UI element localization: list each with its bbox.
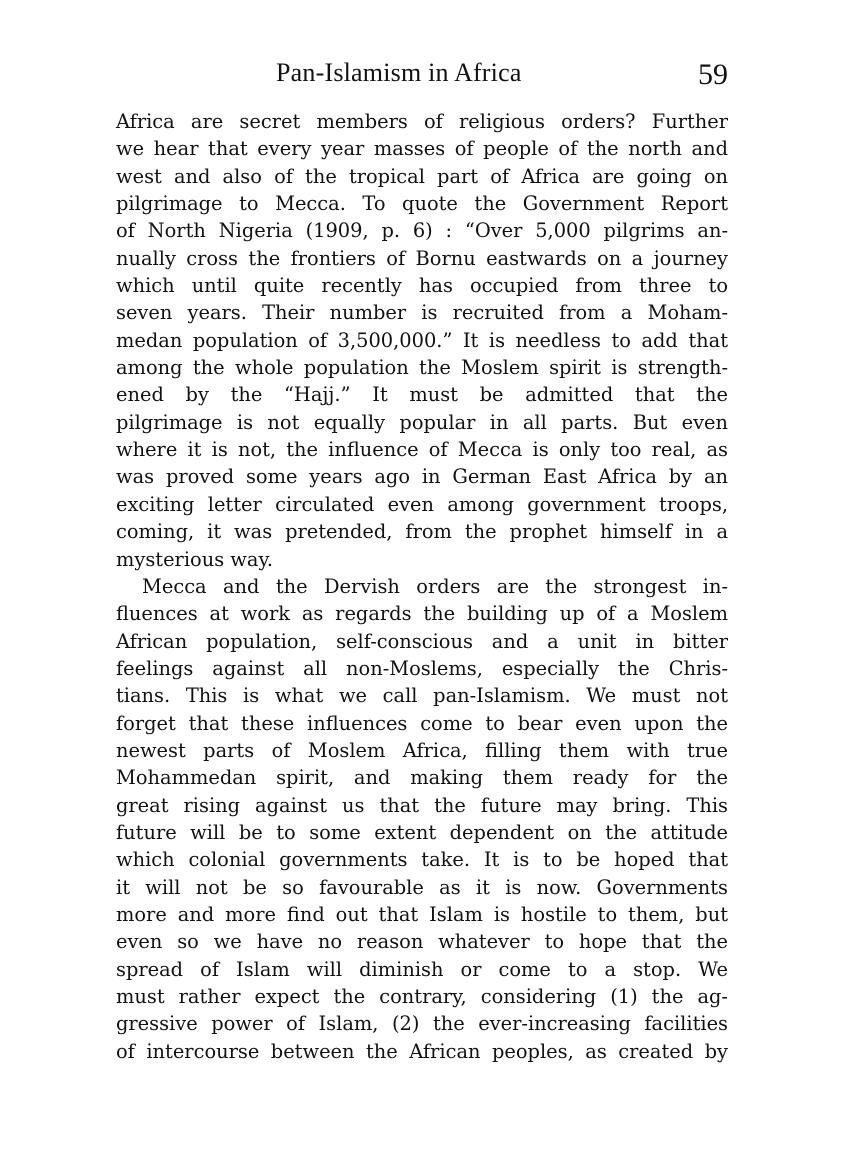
text-line: among the whole population the Moslem spirit is strength- <box>116 356 728 380</box>
text-line: which colonial governments take. It is to be hoped that <box>116 848 728 872</box>
text-line: west and also of the tropical part of Africa are going on <box>116 164 728 188</box>
text-line: must rather expect the contrary, considering (1) the ag- <box>116 985 728 1008</box>
text-line: tians. This is what we call pan-Islamism. We must not <box>116 684 728 708</box>
body-text <box>116 108 728 1065</box>
page-header <box>116 58 728 92</box>
text-line: of intercourse between the African peoples, as created by <box>116 1039 728 1063</box>
text-line: Mohammedan spirit, and making them ready for the <box>116 766 728 790</box>
text-line: future will be to some extent dependent on the attitude <box>116 820 728 844</box>
text-line: even so we have no reason whatever to hope that the <box>116 930 728 954</box>
text-line: Africa are secret members of religious orders? Further <box>116 110 728 133</box>
text-line: nually cross the frontiers of Bornu eastwards on a journey <box>116 246 728 270</box>
text-line: we hear that every year masses of people of the north and <box>116 137 728 161</box>
text-line: feelings against all non-Moslems, especially the Chris- <box>116 656 728 680</box>
text-line: newest parts of Moslem Africa, filling them with true <box>116 738 728 762</box>
text-line: where it is not, the influence of Mecca is only too real, as <box>116 438 728 462</box>
text-line: great rising against us that the future may bring. This <box>116 793 728 817</box>
text-line: coming, it was pretended, from the prophet himself in a <box>116 520 728 544</box>
running-title: Pan-Islamism in Africa <box>276 58 522 87</box>
text-line: African population, self-conscious and a unit in bitter <box>116 629 728 653</box>
text-line: pilgrimage to Mecca. To quote the Government Report <box>116 192 728 216</box>
text-line: more and more find out that Islam is hostile to them, but <box>116 902 728 926</box>
text-line: seven years. Their number is recruited from a Moham- <box>116 301 728 325</box>
text-line: medan population of 3,500,000.” It is needless to add that <box>116 328 728 352</box>
text-line: was proved some years ago in German East Africa by an <box>116 465 728 489</box>
page-number: 59 <box>698 58 728 91</box>
text-line: ened by the “Hajj.” It must be admitted that the <box>116 383 728 407</box>
text-line: fluences at work as regards the building up of a Moslem <box>116 602 728 626</box>
paragraph-end-line: mysterious way. <box>116 547 274 571</box>
text-line: which until quite recently has occupied from three to <box>116 274 728 298</box>
text-line: pilgrimage is not equally popular in all parts. But even <box>116 410 728 434</box>
text-line: of North Nigeria (1909, p. 6) : “Over 5,000 pilgrims an- <box>116 219 728 243</box>
paragraph-start-line: Mecca and the Dervish orders are the strongest in- <box>142 574 728 598</box>
text-line: forget that these influences come to bear even upon the <box>116 711 728 735</box>
text-line: spread of Islam will diminish or come to a stop. We <box>116 957 728 981</box>
text-line: it will not be so favourable as it is now. Governments <box>116 875 728 899</box>
text-line: gressive power of Islam, (2) the ever-increasing facilities <box>116 1012 728 1036</box>
text-line: exciting letter circulated even among government troops, <box>116 492 728 516</box>
